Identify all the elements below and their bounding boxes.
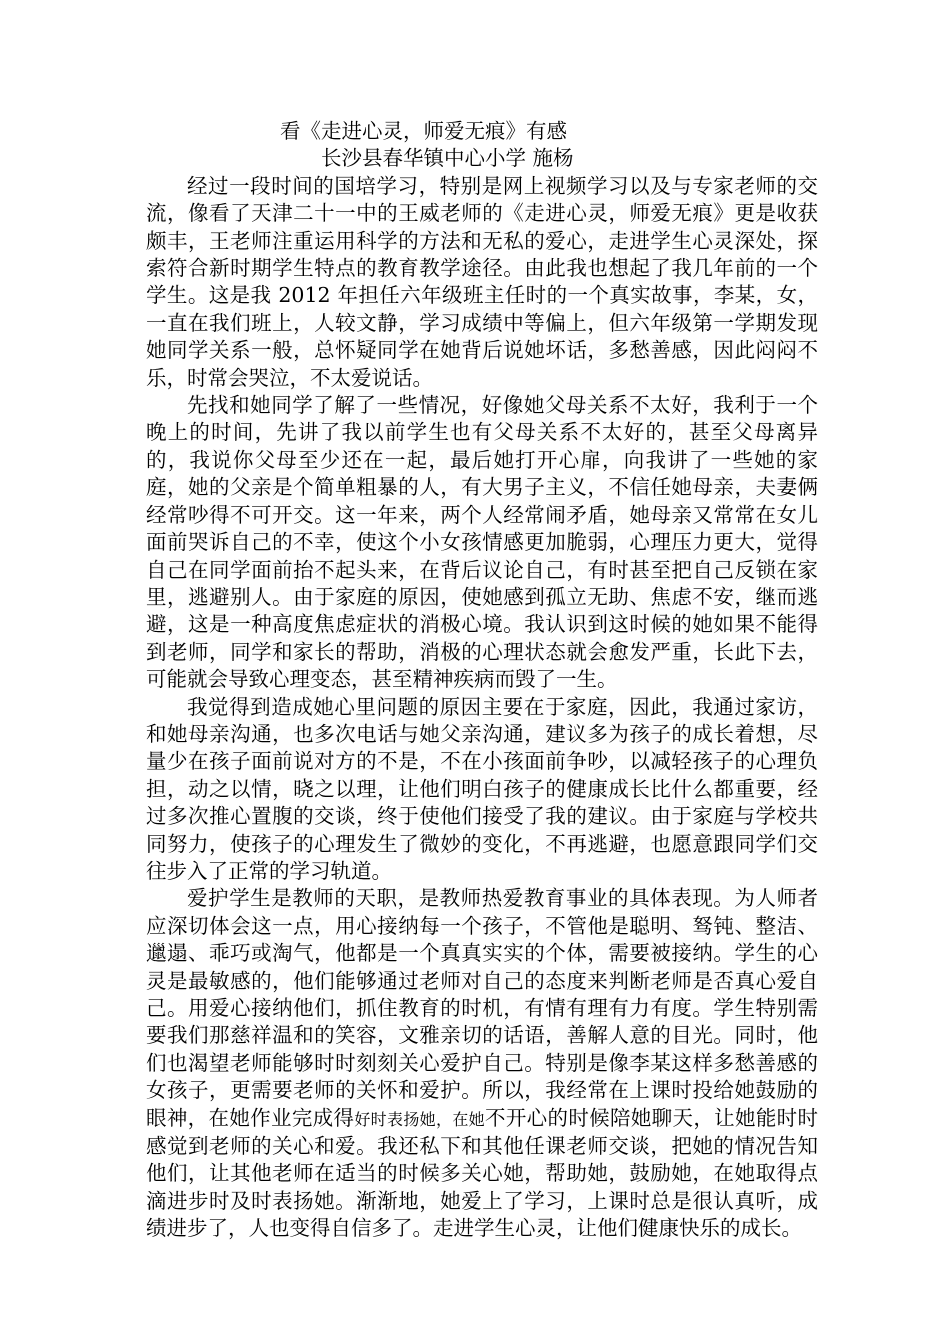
paragraph-1: 经过一段时间的国培学习，特别是网上视频学习以及与专家老师的交流，像看了天津二十一中的王威老师的《走进心灵，师爱无痕》更是收获颇丰，王老师注重运用科学的方法和无私的爱心，走进学生心灵深处，探索符合新时期学生特点的教育教学途径。由此我也想起了我几年前的一个学生。这是我 2012 年担任六年级班主任时的一个真实故事，李某，女，一直在我们班上，人较文静，学习成绩中等偏上，但六年级第一学期发现她同学关系一般，总怀疑同学在她背后说她坏话，多愁善感，因此闷闷不乐，时常会哭泣，不太爱说话。 (146, 173, 818, 390)
paragraph-4 (146, 885, 818, 1242)
paragraph-2: 先找和她同学了解了一些情况，好像她父母关系不太好，我利于一个晚上的时间，先讲了我以前学生也有父母关系不太好的，甚至父母离异的，我说你父母至少还在一起，最后她打开心扉，向我讲了一些她的家庭，她的父亲是个简单粗暴的人，有大男子主义，不信任她母亲，夫妻俩经常吵得不可开交。这一年来，两个人经常闹矛盾，她母亲又常常在女儿面前哭诉自己的不幸，使这个小女孩情感更加脆弱，心理压力更大，觉得自己在同学面前抬不起头来，在背后议论自己，有时甚至把自己反锁在家里，逃避别人。由于家庭的原因，使她感到孤立无助、焦虑不安，继而逃避，这是一种高度焦虑症状的消极心境。我认识到这时候的她如果不能得到老师，同学和家长的帮助，消极的心理状态就会愈发严重，长此下去，可能就会导致心理变态，甚至精神疾病而毁了一生。 (146, 393, 818, 692)
document-page (146, 118, 818, 1243)
paragraph-4-part-3: 不开心的时候陪她聊天，让她能时时感觉到老师的关心和爱。我还私下和其他任课老师交谈，把她的情况告知他们，让其他老师在适当的时候多关心她，帮助她，鼓励她，在她取得点滴进步时及时表扬她。渐渐地，她爱上了学习，上课时总是很认真听，成绩进步了，人也变得自信多了。走进学生心灵，让他们健康快乐的成长。 (146, 1105, 818, 1241)
paragraph-4-small-text: 好时表扬她，在她 (354, 1109, 485, 1129)
paragraph-4-part-1: 爱护学生是教师的天职，是教师热爱教育事业的具体表现。为人师者应深切体会这一点，用心接纳每一个孩子，不管他是聪明、驽钝、整洁、邋遢、乖巧或淘气，他都是一个真真实实的个体，需要被接纳。学生的心灵是最敏感的，他们能够通过老师对自己的态度来判断老师是否真心爱自己。用爱心接纳他们，抓住教育的时机，有情有理有力有度。学生特别需要我们那慈祥温和的笑容，文雅亲切的话语，善解人意的目光。同时，他们也渴望老师能够时时刻刻关心爱护自己。特别是像李某这样多愁善感的女孩子，更需要老师的关怀和爱护。所以，我经常在上课时投给她鼓励的眼神，在她作业完成得 (146, 886, 818, 1130)
paragraph-3: 我觉得到造成她心里问题的原因主要在于家庭，因此，我通过家访，和她母亲沟通，也多次电话与她父亲沟通，建议多为孩子的成长着想，尽量少在孩子面前说对方的不是，不在小孩面前争吵，以减轻孩子的心理负担，动之以情，晓之以理，让他们明白孩子的健康成长比什么都重要，经过多次推心置腹的交谈，终于使他们接受了我的建议。由于家庭与学校共同努力，使孩子的心理发生了微妙的变化，不再逃避，也愿意跟同学们交往步入了正常的学习轨道。 (146, 694, 818, 883)
document-title: 看《走进心灵，师爱无痕》有感 (280, 119, 567, 143)
document-author: 长沙县春华镇中心小学 施杨 (321, 146, 574, 171)
